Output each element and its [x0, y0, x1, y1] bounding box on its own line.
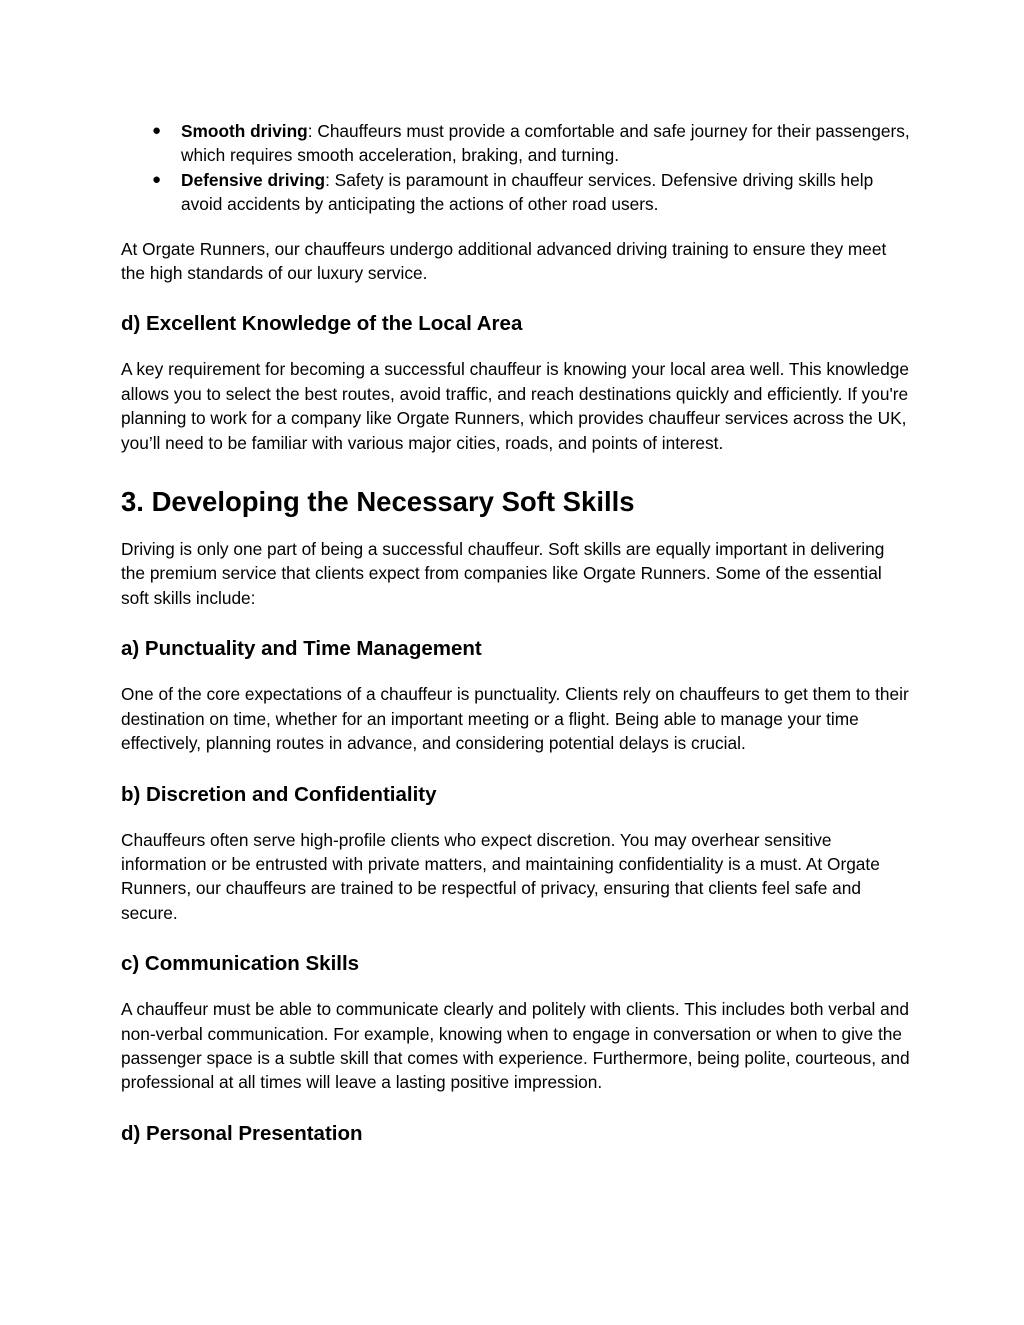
paragraph-training: At Orgate Runners, our chauffeurs undergo additional advanced driving training to ensure they meet the high standards of our luxury service. — [121, 238, 887, 284]
paragraph-communication: A chauffeur must be able to communicate clearly and politely with clients. This includes both verbal and non-verbal communication. For example, knowing when to engage in conversation or when to give the passenger space is a subtle skill that comes with experience. Furthermore, being polite, courteous, and professional at all times will leave a lasting positive impression. — [121, 999, 910, 1093]
bullet-term: Defensive driving — [181, 169, 326, 190]
document-content — [121, 119, 911, 1147]
heading-presentation: d) Personal Presentation — [121, 1121, 363, 1145]
bullet-text: : Safety is paramount in chauffeur services. Defensive driving skills help avoid accidents by anticipating the actions of other road users. — [181, 169, 874, 215]
bullet-list — [121, 119, 911, 217]
list-item — [121, 119, 911, 168]
heading-discretion: b) Discretion and Confidentiality — [121, 782, 437, 806]
bullet-icon: ● — [152, 170, 162, 188]
heading-punctuality: a) Punctuality and Time Management — [121, 637, 482, 661]
bullet-icon: ● — [152, 122, 162, 139]
heading-communication: c) Communication Skills — [121, 952, 360, 976]
list-item — [121, 168, 911, 217]
bullet-text: : Chauffeurs must provide a comfortable and safe journey for their passengers, which requires smooth acceleration, braking, and turning. — [181, 121, 910, 166]
paragraph-discretion: Chauffeurs often serve high-profile clients who expect discretion. You may overhear sensitive information or be entrusted with private matters, and maintaining confidentiality is a must. At Orgate Runners, our chauffeurs are trained to be respectful of privacy, ensuring that clients feel safe and secure. — [121, 829, 880, 923]
paragraph-local-area: A key requirement for becoming a successful chauffeur is knowing your local area well. This knowledge allows you to select the best routes, avoid traffic, and reach destinations quickly and efficiently. If you're planning to work for a company like Orgate Runners, which provides chauffeur services across the UK, you’ll need to be familiar with various major cities, roads, and points of interest. — [121, 359, 909, 453]
paragraph-punctuality: One of the core expectations of a chauffeur is punctuality. Clients rely on chauffeurs to get them to their destination on time, whether for an important meeting or a flight. Being able to manage your time effectively, planning routes in advance, and considering potential delays is crucial. — [121, 684, 909, 754]
heading-local-area: d) Excellent Knowledge of the Local Area — [121, 312, 523, 336]
section-heading-soft-skills: 3. Developing the Necessary Soft Skills — [121, 486, 635, 518]
paragraph-soft-intro: Driving is only one part of being a successful chauffeur. Soft skills are equally important in delivering the premium service that clients expect from companies like Orgate Runners. Some of the essential soft skills include: — [121, 539, 885, 608]
bullet-term: Smooth driving — [181, 121, 308, 141]
